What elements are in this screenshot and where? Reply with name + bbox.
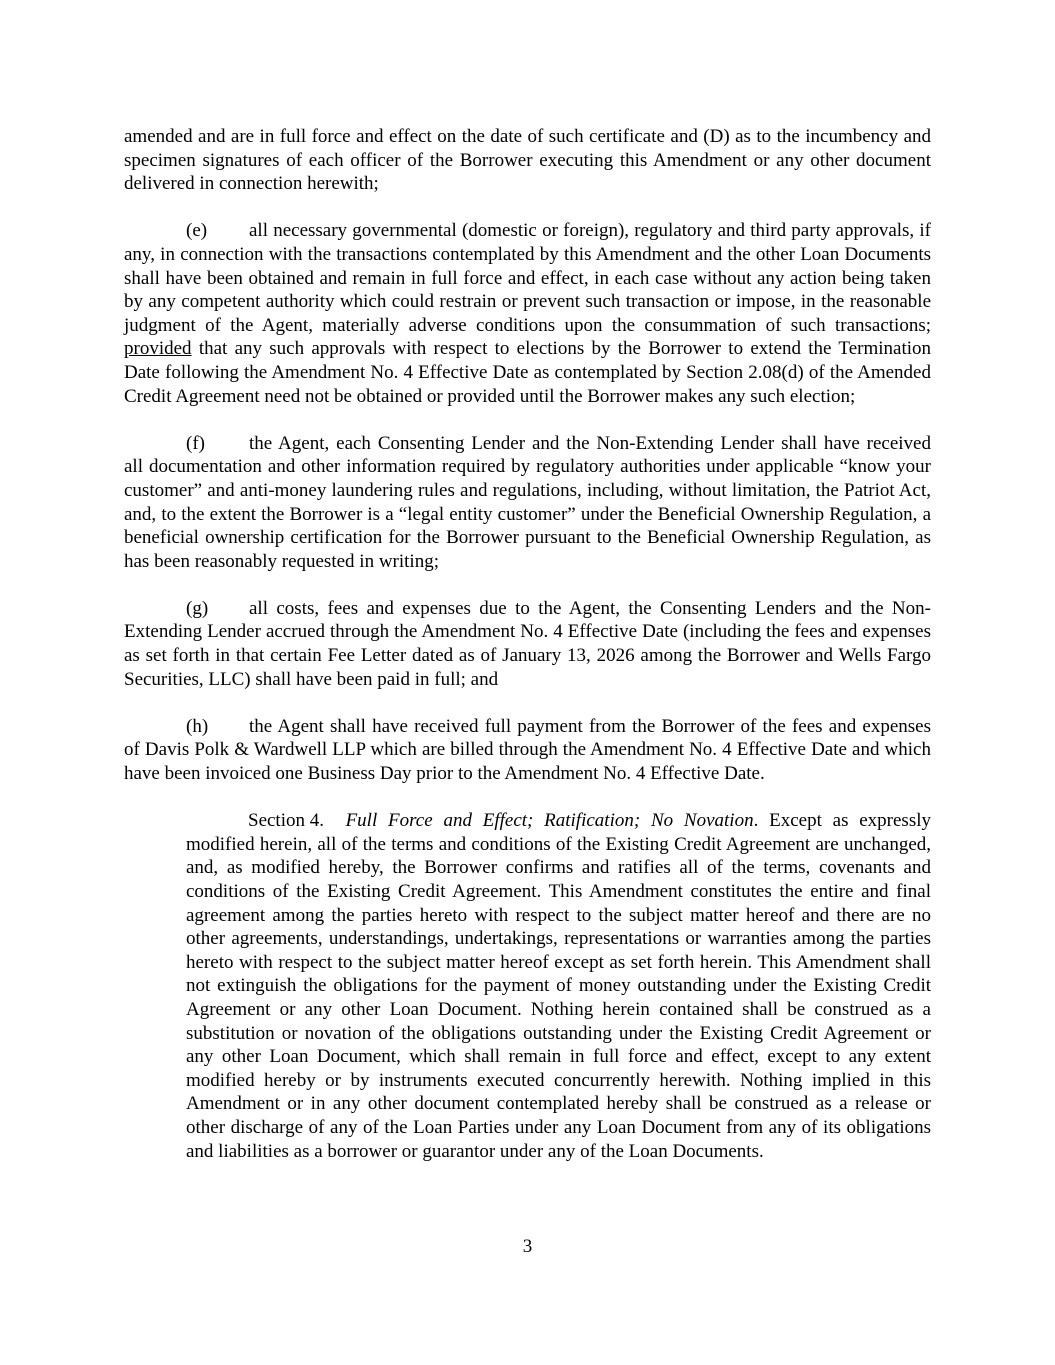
section-title: Full Force and Effect; Ratification; No Novation <box>345 810 754 832</box>
clause-text: all necessary governmental (domestic or foreign), regulatory and third party approvals, if any, in connection with the transactions contemplated by this Amendment and the other Loan Documents shall have been obtained and remain in full force and effect, in each case without any action being taken by any competent authority which could restrain or prevent such transaction or impose, in the reasonable judgment of the Agent, materially adverse conditions upon the consummation of such transactions; <box>124 220 931 336</box>
clause-text: the Agent shall have received full payment from the Borrower of the fees and expenses of Davis Polk & Wardwell LLP which are billed through the Amendment No. 4 Effective Date and which have been invoiced one Business Day prior to the Amendment No. 4 Effective Date. <box>124 715 931 785</box>
clause-label: (g) <box>186 597 209 619</box>
provided-term: provided <box>124 338 192 360</box>
clause-label: (f) <box>186 432 205 454</box>
section-body: . Except as expressly modified herein, all of the terms and conditions of the Existing Credit Agreement are unchanged, and, as modified hereby, the Borrower confirms and ratifies all of the terms, covenants and conditions of the Existing Credit Agreement. This Amendment constitutes the entire and final agreement among the parties hereto with respect to the subject matter hereof and there are no other agreements, understandings, undertakings, representations or warranties among the parties hereto with respect to the subject matter hereof except as set forth herein. This Amendment shall not extinguish the obligations for the payment of money outstanding under the Existing Credit Agreement or any other Loan Document. Nothing herein contained shall be construed as a substitution or novation of the obligations outstanding under the Existing Credit Agreement or any other Loan Document, which shall remain in full force and effect, except to any extent modified hereby or by instruments executed concurrently herewith. Nothing implied in this Amendment or in any other document contemplated hereby shall be construed as a release or other discharge of any of the Loan Parties under any Loan Document from any of its obligations and liabilities as a borrower or guarantor under any of the Loan Documents. <box>186 810 932 1162</box>
clause-label: (h) <box>186 715 209 737</box>
section-4 <box>186 809 931 1163</box>
clause-text: that any such approvals with respect to elections by the Borrower to extend the Termination Date following the Amendment No. 4 Effective Date as contemplated by Section 2.08(d) of the Amended Credit Agreement need not be obtained or provided until the Borrower makes any such election; <box>124 338 931 407</box>
clause-e <box>124 219 931 408</box>
clause-f <box>124 432 931 574</box>
clause-g <box>124 597 931 691</box>
section-number: Section 4. <box>248 810 324 832</box>
clause-text: the Agent, each Consenting Lender and the Non-Extending Lender shall have received all documentation and other information required by regulatory authorities under applicable “know your customer” and anti-money laundering rules and regulations, including, without limitation, the Patriot Act, and, to the extent the Borrower is a “legal entity customer” under the Beneficial Ownership Regulation, a beneficial ownership certification for the Borrower pursuant to the Beneficial Ownership Regulation, as has been reasonably requested in writing; <box>124 432 931 572</box>
clause-h <box>124 715 931 786</box>
page-number: 3 <box>522 1236 533 1257</box>
clause-text: all costs, fees and expenses due to the Agent, the Consenting Lenders and the Non-Extending Lender accrued through the Amendment No. 4 Effective Date (including the fees and expenses as set forth in that certain Fee Letter dated as of January 13, 2026 among the Borrower and Wells Fargo Securities, LLC) shall have been paid in full; and <box>124 597 931 690</box>
continuation-paragraph: amended and are in full force and effect on the date of such certificate and (D) as to the incumbency and specimen signatures of each officer of the Borrower executing this Amendment or any other document delivered in connection herewith; <box>124 126 931 195</box>
document-body <box>124 125 931 1163</box>
clause-label: (e) <box>186 220 208 242</box>
